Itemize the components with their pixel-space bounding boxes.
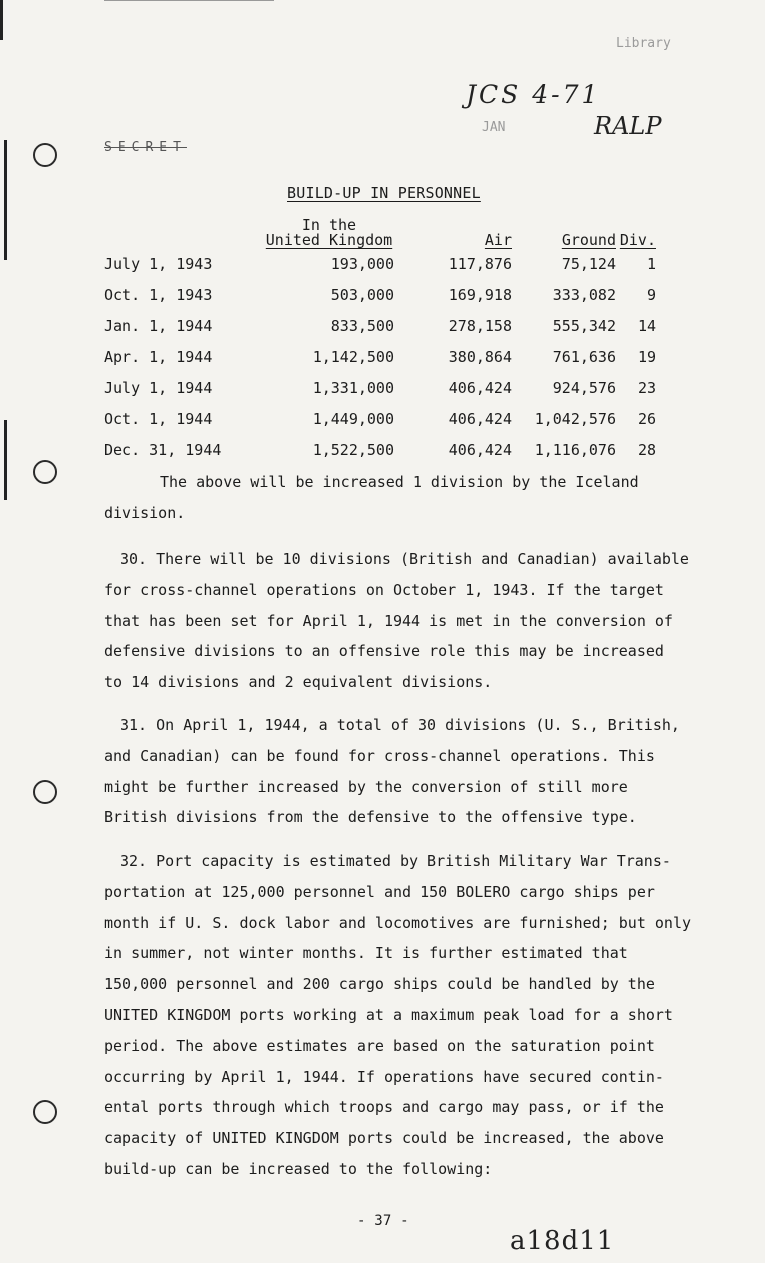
cell-air: 406,424 — [448, 378, 512, 397]
paragraph-line: month if U. S. dock labor and locomotives are furnished; but only — [104, 913, 691, 932]
paragraph-line: occurring by April 1, 1944. If operations have secured contin- — [104, 1067, 664, 1086]
table-row — [104, 310, 656, 341]
page-number: - 37 - — [357, 1213, 409, 1229]
cell-date: Oct. 1, 1943 — [104, 285, 213, 304]
cell-div: 1 — [646, 254, 656, 273]
header-air — [394, 212, 512, 248]
cell-air: 278,158 — [448, 316, 512, 335]
cell-ground: 924,576 — [552, 378, 616, 397]
cell-div: 26 — [637, 409, 656, 428]
paragraph-line: 31. On April 1, 1944, a total of 30 divisions (U. S., British, — [120, 716, 680, 734]
classification-marking: SECRET — [104, 140, 187, 155]
cell-air: 406,424 — [448, 440, 512, 459]
initials-handwritten: RALP — [594, 112, 662, 140]
cell-ground: 75,124 — [561, 254, 616, 273]
cell-ground: 555,342 — [552, 316, 616, 335]
library-stamp: Library — [616, 36, 671, 51]
binder-edge-left — [4, 140, 7, 260]
table-row — [104, 248, 656, 279]
cell-div: 28 — [637, 440, 656, 459]
binder-edge-left-lower — [4, 420, 7, 500]
table-row — [104, 434, 656, 465]
punch-hole-4 — [33, 1100, 57, 1124]
paragraph-line: UNITED KINGDOM ports working at a maximum peak load for a short — [104, 1005, 673, 1024]
cell-div: 14 — [637, 316, 656, 335]
cell-date: Jan. 1, 1944 — [104, 316, 213, 335]
cell-uk: 1,331,000 — [312, 378, 394, 397]
cell-uk: 1,449,000 — [312, 409, 394, 428]
cell-ground: 1,042,576 — [534, 409, 616, 428]
cell-ground: 1,116,076 — [534, 440, 616, 459]
paragraph-line: capacity of UNITED KINGDOM ports could be increased, the above — [104, 1129, 664, 1148]
table-header-row — [104, 212, 656, 248]
cell-uk: 503,000 — [330, 285, 394, 304]
table-note-line2: division. — [104, 503, 186, 522]
paragraph-31 — [104, 710, 704, 833]
cell-uk: 1,522,500 — [312, 440, 394, 459]
table-row — [104, 403, 656, 434]
cell-uk: 833,500 — [330, 316, 394, 335]
punch-hole-1 — [33, 143, 57, 167]
faint-date-stamp: JAN — [482, 120, 506, 135]
punch-hole-2 — [33, 460, 57, 484]
cell-date: July 1, 1944 — [104, 378, 213, 397]
paragraph-line: might be further increased by the conversion of still more — [104, 777, 628, 796]
table-row — [104, 279, 656, 310]
cell-date: Oct. 1, 1944 — [104, 409, 213, 428]
table-row — [104, 372, 656, 403]
table-note — [104, 467, 704, 529]
paragraph-line: in summer, not winter months. It is further estimated that — [104, 944, 628, 963]
cell-uk: 193,000 — [330, 254, 394, 273]
top-rule — [104, 0, 274, 1]
cell-ground: 761,636 — [552, 347, 616, 366]
paragraph-line: ental ports through which troops and cargo may pass, or if the — [104, 1098, 664, 1117]
paragraph-line: 32. Port capacity is estimated by British Military War Trans- — [120, 852, 671, 870]
table-note-line1: The above will be increased 1 division by the Iceland — [160, 473, 639, 491]
cell-date: Apr. 1, 1944 — [104, 347, 213, 366]
cell-div: 19 — [637, 347, 656, 366]
header-uk-line2: United Kingdom — [265, 231, 393, 249]
cell-air: 406,424 — [448, 409, 512, 428]
personnel-buildup-table — [104, 212, 656, 465]
paragraph-line: and Canadian) can be found for cross-channel operations. This — [104, 746, 655, 765]
header-uk-line1: In the — [301, 216, 357, 234]
paragraph-line: 150,000 personnel and 200 cargo ships could be handled by the — [104, 975, 655, 994]
header-ground — [512, 212, 616, 248]
header-air-label: Air — [484, 231, 512, 249]
header-div — [616, 212, 656, 248]
paragraph-line: to 14 divisions and 2 equivalent divisions. — [104, 673, 493, 692]
paragraph-line: build-up can be increased to the following: — [104, 1159, 493, 1178]
paragraph-line: 30. There will be 10 divisions (British and Canadian) available — [120, 550, 689, 568]
file-reference-handwritten: JCS 4-71 — [466, 80, 601, 109]
handwritten-archive-ref: a18d11 — [510, 1226, 615, 1256]
paragraph-30 — [104, 544, 704, 698]
cell-air: 380,864 — [448, 347, 512, 366]
header-date — [104, 212, 254, 248]
cell-div: 9 — [646, 285, 656, 304]
cell-date: Dec. 31, 1944 — [104, 440, 222, 459]
cell-air: 169,918 — [448, 285, 512, 304]
paragraph-line: portation at 125,000 personnel and 150 BOLERO cargo ships per — [104, 882, 655, 901]
cell-date: July 1, 1943 — [104, 254, 213, 273]
table-title: BUILD-UP IN PERSONNEL — [287, 184, 481, 202]
paragraph-line: period. The above estimates are based on the saturation point — [104, 1036, 655, 1055]
header-ground-label: Ground — [561, 231, 616, 249]
cell-div: 23 — [637, 378, 656, 397]
table-row — [104, 341, 656, 372]
paragraph-line: British divisions from the defensive to the offensive type. — [104, 808, 637, 827]
paragraph-line: defensive divisions to an offensive role this may be increased — [104, 642, 664, 661]
cell-uk: 1,142,500 — [312, 347, 394, 366]
punch-hole-3 — [33, 780, 57, 804]
paragraph-line: for cross-channel operations on October 1, 1943. If the target — [104, 580, 664, 599]
cell-air: 117,876 — [448, 254, 512, 273]
header-div-label: Div. — [619, 231, 656, 249]
binder-edge-top — [0, 0, 3, 40]
cell-ground: 333,082 — [552, 285, 616, 304]
paragraph-line: that has been set for April 1, 1944 is met in the conversion of — [104, 611, 673, 630]
paragraph-32 — [104, 846, 704, 1185]
header-united-kingdom — [254, 212, 394, 248]
